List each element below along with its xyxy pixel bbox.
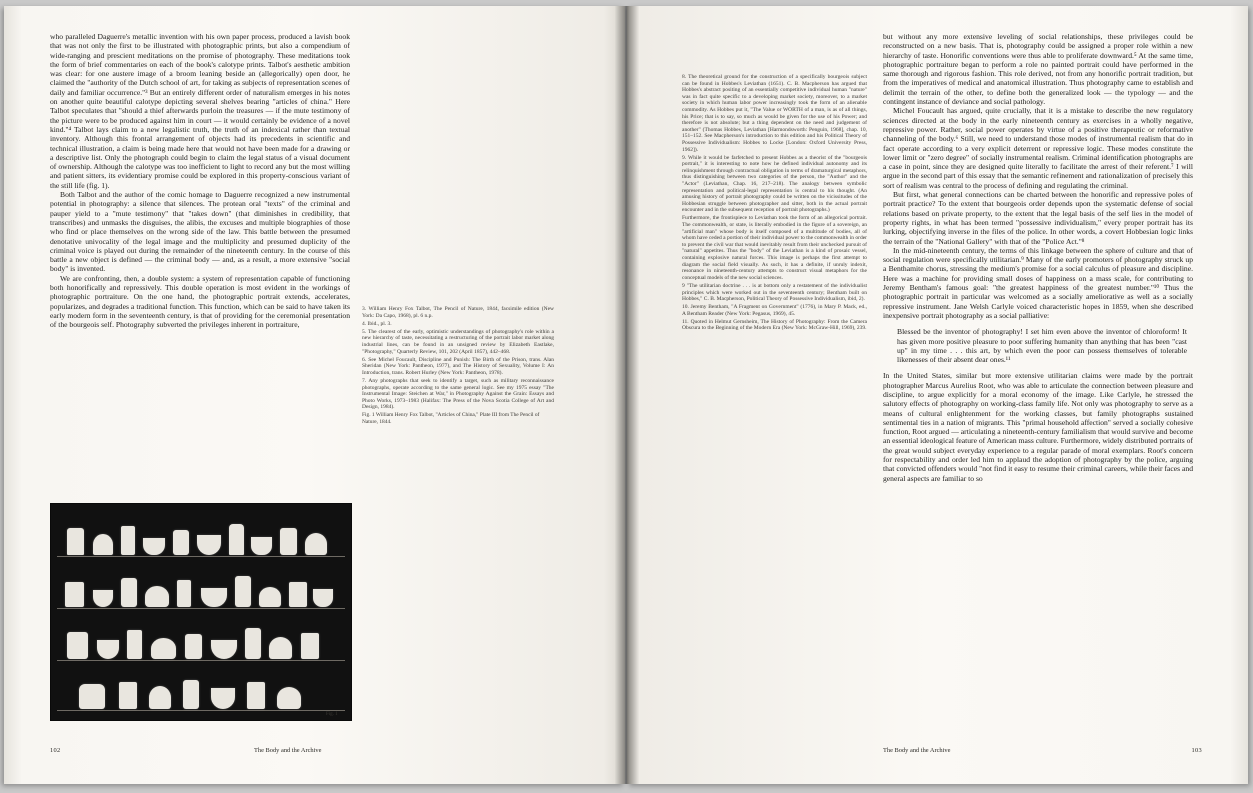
right-page <box>627 6 1248 784</box>
footnote: 7. Any photographs that seek to identify a target, such as military reconnaissance photographs, operate according to the same general logic. See my 1975 essay "The Instrumental Image: Steichen at War," in Photography Against the Grain: Essays and Photo Works, 1973–1983 (Halifax: The Press of the Nova Scotia College of Art and Design, 1984). <box>362 377 554 411</box>
running-head-right: The Body and the Archive <box>883 747 951 754</box>
page-number-left: 102 <box>50 747 61 754</box>
figure-number: Fig. 1 <box>326 712 338 717</box>
right-main-column <box>883 32 1193 732</box>
right-notes-column <box>682 74 867 714</box>
figure-plate-articles-of-china <box>50 503 352 721</box>
footnote: 10. Jeremy Bentham, "A Fragment on Government" (1776), in Mary P. Mack, ed., A Bentham Reader (New York: Pegasus, 1969), 45. <box>682 304 867 317</box>
footnote: 11. Quoted in Helmut Gernsheim, The History of Photography: From the Camera Obscura to the Beginning of the Modern Era (New York: McGraw-Hill, 1969), 239. <box>682 318 867 332</box>
paragraph: Both Talbot and the author of the comic homage to Daguerre recognized a new instrumental potential in photography: a silence that silences. The protean oral "texts" of the criminal and pauper yield to a "mute testimony" that "takes down" (that diminishes in credibility, that transcribes) and unmasks the disguises, the alibis, the excuses and multiple biographies of those who find or place themselves on the wrong side of the law. This battle between the presumed denotative univocality of the legal image and the multiplicity and presumed duplicity of the criminal voice is played out during the remainder of the nineteenth century. In the course of this battle a new object is defined — the criminal body — and, as a result, a more extensive "social body" is invented. <box>50 190 350 274</box>
paragraph: In the mid-nineteenth century, the terms of this linkage between the sphere of culture and that of social regulation were specifically utilitarian.⁹ Many of the early promoters of photography struck up a Benthamite chorus, stressing the medium's promise for a social calculus of pleasure and discipline. Here was a machine for providing small doses of happiness on a mass scale, for contributing to Jeremy Bentham's famous goal: "the greatest happiness of the greatest number."¹⁰ Thus the photographic portrait in particular was welcomed as a socially ameliorative as well as a socially repressive instrument. Jane Welsh Carlyle voiced characteristic hopes in 1859, when she described inexpensive portrait photography as a social palliative: <box>883 245 1193 320</box>
running-head-left: The Body and the Archive <box>254 747 322 754</box>
footnote: 8. The theoretical ground for the construction of a specifically bourgeois subject can be found in Hobbes's Leviathan (1651). C. B. Macpherson has argued that Hobbes's abstract positing of an essentially competitive individual human "nature" was in fact quite specific to a developing market society, moreover, to a market society in which human labor power increasingly took the form of an alienable commodity. As Hobbes put it, "The Value or WORTH of a man, is as of all things, his Price; that is to say, so much as would be given for the use of his Power; and therefore is not absolute; but a thing dependent on the need and judgement of another" (Thomas Hobbes, Leviathan [Harmondsworth: Penguin, 1968], chap. 10, 151–152. See Macpherson's introduction to this edition and his Political Theory of Possessive Individualism: Hobbes to Locke [London: Oxford University Press, 1962]). <box>682 74 867 153</box>
footnote: 9. While it would be farfetched to present Hobbes as a theorist of the "bourgeois portrait," it is interesting to note how he defined individual autonomy and its relinquishment through contractual obligation in terms of dramaturgical metaphors, thus distinguishing between two categories of the person, the "Author" and the "Actor" (Leviathan, Chap. 16, 217–218). The analogy between symbolic representation and political-legal representation is central to his thought. (An amusing history of portrait photography could be written on the vicissitudes of the Hobbesian struggle between photographer and sitter, both in the actual portrait encounter and in the subsequent reception of portrait photographs.) <box>682 154 867 214</box>
footnote: 3. William Henry Fox Talbot, The Pencil of Nature, 1844, facsimile edition (New York: Da Capo, 1968), pl. 6 n.p. <box>362 306 554 319</box>
page-number-right: 103 <box>1191 747 1202 754</box>
paragraph: But first, what general connections can be charted between the honorific and repressive poles of portrait practice? To the extent that bourgeois order depends upon the systematic defense of social relations based on private property, to the extent that the legal basis of the self lies in the model of property rights, in what has been termed "possessive individualism," every proper portrait has its lurking, objectifying inverse in the files of the police. In other words, a covert Hobbesian logic links the terrain of the "National Gallery" with that of the "Police Act."⁸ <box>883 190 1193 246</box>
footnote: 5. The clearest of the early, optimistic understandings of photography's role within a new hierarchy of taste, necessitating a restructuring of the portrait labor market along industrial lines, can be found in an unsigned review by Elizabeth Eastlake, "Photography," Quarterly Review, 101, 202 (April 1857), 442–468. <box>362 328 554 355</box>
left-notes-column <box>362 306 554 726</box>
paragraph: but without any more extensive leveling of social relationships, these privileges could be reconstructed on a new basis. That is, photography could be assigned a proper role within a new hierarchy of taste. Honorific conventions were thus able to proliferate downward.⁵ At the same time, photographic portraiture began to perform a role no painted portrait could have performed in the same thorough and rigorous fashion. This role derived, not from any honorific portrait tradition, but from the imperatives of medical and anatomical illustration. Thus photography came to establish and delimit the terrain of the other, to define both the generalized look — the typology — and the contingent instance of deviance and social pathology. <box>883 32 1193 107</box>
blockquote: Blessed be the inventor of photography! I set him even above the inventor of chloroform! It has given more positive pleasure to poor suffering humanity than anything that has been "cast up" in my time . . . this art, by which even the poor can possess themselves of tolerable likenesses of their absent dear ones.¹¹ <box>897 327 1187 365</box>
footnote: 9 "The utilitarian doctrine . . . is at bottom only a restatement of the individualist principles which were worked out in the seventeenth century; Bentham built on Hobbes," C. B. Macpherson, Political Theory of Possessive Individualism, ibid, 2). <box>682 282 867 303</box>
footnote: 4. Ibid., pl. 3. <box>362 320 392 327</box>
figure-caption: Fig. 1 William Henry Fox Talbot, "Articles of China," Plate III from The Pencil of Nature, 1844. <box>362 412 540 425</box>
footnote: 6. See Michel Foucault, Discipline and Punish: The Birth of the Prison, trans. Alan Sheridan (New York: Pantheon, 1977), and The History of Sexuality, Volume I: An Introduction, trans. Robert Hurley (New York: Pantheon, 1978). <box>362 356 554 376</box>
paragraph: We are confronting, then, a double system: a system of representation capable of functioning both honorifically and repressively. This double operation is most evident in the workings of photographic portraiture. On the one hand, the photographic portrait extends, accelerates, popularizes, and degrades a traditional function. This function, which can be said to have taken its early modern form in the seventeenth century, is that of providing for the ceremonial presentation of the bourgeois self. Photography subverted the privileges inherent in portraiture, <box>50 273 350 330</box>
paragraph: Michel Foucault has argued, quite crucially, that it is a mistake to describe the new regulatory sciences directed at the body in the early nineteenth century as exercises in a wholly negative, repressive power. Rather, social power operates by virtue of a positive therapeutic or reformative channeling of the body.⁶ Still, we need to understand those modes of instrumental realism that do in fact operate according to a very explicit deterrent or repressive logic. These modes constitute the lower limit or "zero degree" of socially instrumental realism. Criminal identification photographs are a case in point, since they are designed quite literally to facilitate the arrest of their referent.⁷ I will argue in the second part of this essay that the semantic refinement and rationalization of precisely this sort of realism was central to the process of defining and regulating the criminal. <box>883 106 1193 190</box>
left-page <box>4 6 625 784</box>
paragraph: who paralleled Daguerre's metallic invention with his own paper process, produced a lavish book that was not only the first to be illustrated with photographic prints, but also a compendium of wide-ranging and prescient meditations on the promise of photography. These meditations took the form of brief commentaries on each of the book's calotype prints. Talbot's aesthetic ambition was clear: for one austere image of a broom leaning beside an (allegorically) open door, he claimed the "authority of the Dutch school of art, for taking as subjects of representation scenes of daily and familiar occurrence."³ But an entirely different order of naturalism emerges in his notes on another quite beautiful calotype depicting several shelves bearing "articles of china." Here Talbot speculates that "should a thief afterwards purloin the treasures — if the mute testimony of the picture were to be produced against him in court — it would certainly be evidence of a novel kind."⁴ Talbot lays claim to a new legalistic truth, the truth of an indexical rather than textual inventory. Although this frontal arrangement of objects had its precedents in scientific and technical illustration, a claim is being made here that would not have been made for a drawing or a descriptive list. Only the photograph could begin to claim the legal status of a visual document of ownership. Although the calotype was too inefficient to light to record any but the most willing and patient sitters, its evidentiary promise could be explored in this property-conscious variant of the still life (fig. 1). <box>50 32 350 190</box>
footnote: Furthermore, the frontispiece to Leviathan took the form of an allegorical portrait. The commonwealth, or state, is literally embodied in the figure of a sovereign, an "artificial man" whose body is itself composed of a multitude of bodies, all of whom have ceded a portion of their individual power to the commonwealth in order to prevent the civil war that would inevitably result from their unchecked pursuit of "natural" appetites. Thus the "body" of the Leviathan is a kind of prosaic vessel, containing explosive natural forces. This image is perhaps the first attempt to diagram the social field visually. As such, it has a definite, if unruly indexit, resonance in nineteenth-century attempts to construct visual metaphors for the conceptual models of the new social sciences. <box>682 215 867 281</box>
paragraph: In the United States, similar but more extensive utilitarian claims were made by the portrait photographer Marcus Aurelius Root, who was able to articulate the connection between pleasure and discipline, to argue explicitly for a moral economy of the image. Like Carlyle, he stressed the salutory effects of photography on working-class family life. Not only was photography to serve as a means of cultural enlightenment for the working classes, but family photographs sustained sentimental ties in a nation of migrants. This "primal household affection" served a socially cohesive function, Root argued — articulating a nineteenth-century familialism that would survive and become an essential ideological feature of American mass culture. Furthermore, widely distributed portraits of the great would subject everyday experience to a regular parade of moral exemplars. Root's concern for respectability and order led him to applaud the adoption of photography by the police, arguing that convicted offenders would "not find it easy to resume their criminal careers, while their faces and general aspects are familiar to so <box>883 371 1193 483</box>
